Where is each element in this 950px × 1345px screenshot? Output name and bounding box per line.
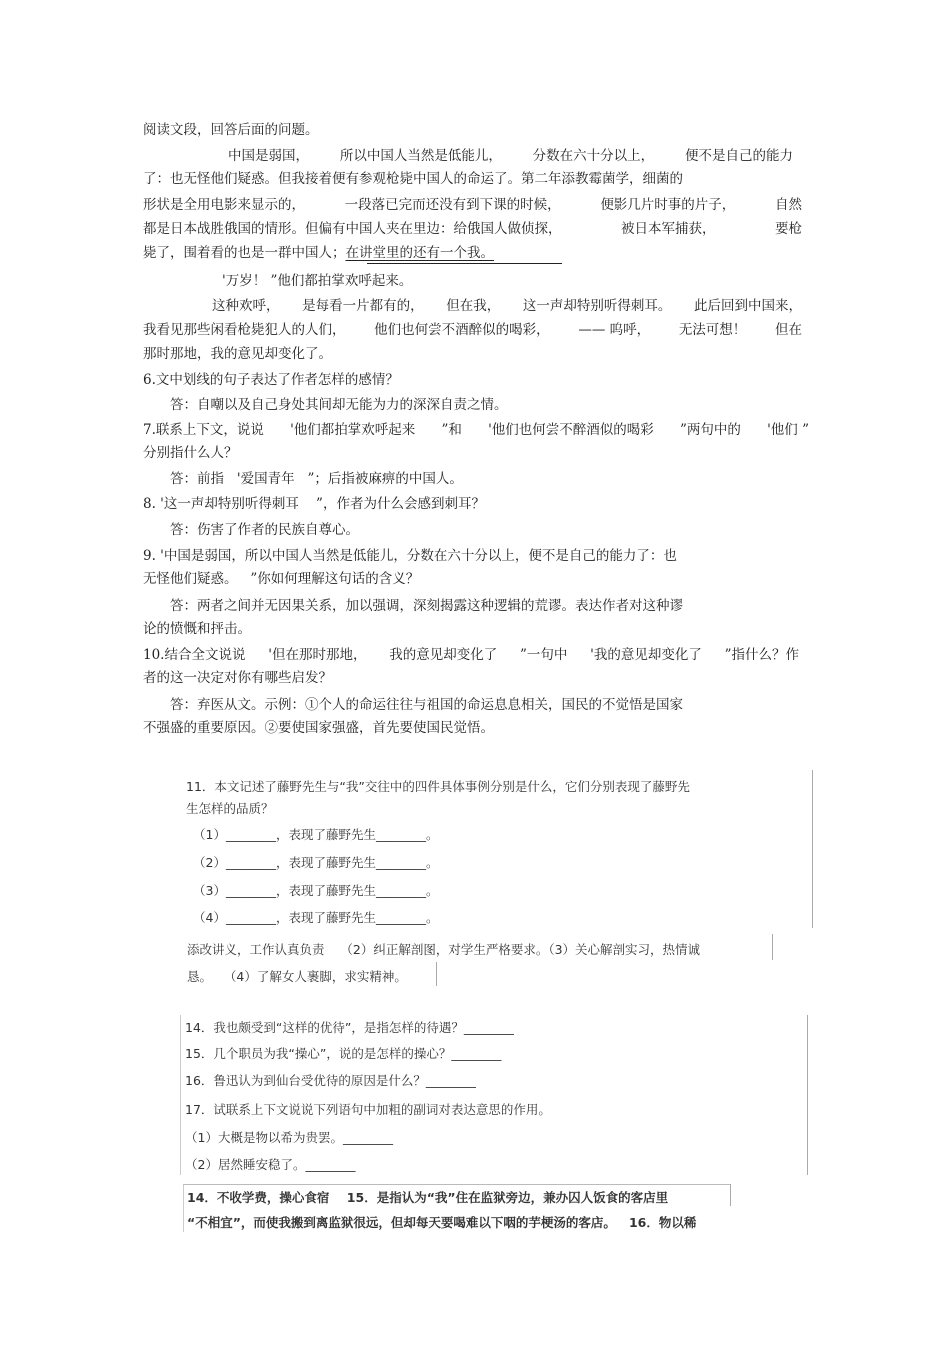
text-span: 被日本军捕获，	[621, 221, 716, 237]
passage-line	[228, 147, 793, 165]
passage-line	[143, 196, 802, 214]
question-11-cont: 生怎样的品质？	[186, 801, 274, 816]
answer-6: 答：自嘲以及自己身处其间却无能为力的深深自责之情。	[170, 397, 508, 413]
text-span: 分数在六十分以上，	[532, 148, 655, 164]
scanned-questions-14-17	[180, 1015, 808, 1175]
scanned-answers-11	[183, 934, 773, 986]
question-9-cont: 无怪他们疑惑。 ”你如何理解这句话的含义？	[143, 571, 420, 587]
scan-edge	[772, 934, 773, 960]
question-17-item: （1）大概是物以希为贵罢。________	[185, 1130, 393, 1145]
scan-edge	[812, 770, 813, 928]
passage-line	[212, 297, 802, 315]
text-span: 便影几片时事的片子，	[600, 197, 736, 213]
text-span: ”两句中的	[679, 422, 741, 438]
intro-instruction: 阅读文段，回答后面的问题。	[143, 122, 319, 138]
text-span: 无法可想！	[678, 322, 747, 338]
question-17: 17．试联系上下文说说下列语句中加粗的副词对表达意思的作用。	[185, 1102, 551, 1117]
text-span: 此后回到中国来，	[694, 298, 802, 314]
blank-item: （1）________，表现了藤野先生________。	[193, 827, 439, 842]
passage-line	[143, 321, 802, 339]
passage-line: 了：也无怪他们疑惑。但我接着便有参观枪毙中国人的命运了。第二年添教霉菌学，细菌的	[143, 171, 683, 187]
passage-line	[143, 220, 802, 238]
text-span: '他们都拍掌欢呼起来	[290, 422, 416, 438]
scan-edge	[807, 1015, 808, 1175]
text-span: 10.结合全文说说	[143, 647, 246, 663]
passage-line: '万岁！ ”他们都拍掌欢呼起来。	[222, 273, 413, 289]
text-span: 形状是全用电影来显示的，	[143, 197, 305, 213]
text-span: 中国是弱国，	[228, 148, 309, 164]
text-span: 但在	[774, 322, 802, 338]
text-span: 便不是自己的能力	[684, 148, 793, 164]
text-span: 但在我，	[446, 298, 501, 314]
blank-item: （3）________，表现了藤野先生________。	[193, 883, 439, 898]
text-span: 都是日本战胜俄国的情形。但偏有中国人夹在里边：给俄国人做侦探，	[143, 221, 562, 237]
answer-10-cont: 不强盛的重要原因。②要使国家强盛，首先要使国民觉悟。	[143, 720, 494, 736]
passage-line	[143, 244, 494, 262]
scanned-answers-14-16	[183, 1184, 775, 1232]
answer-8: 答：伤害了作者的民族自尊心。	[170, 522, 359, 538]
text-span: '但在那时那地，	[268, 647, 367, 663]
scan-edge	[180, 1015, 181, 1175]
scanned-questions-11	[183, 770, 813, 928]
question-7	[143, 421, 809, 439]
question-14: 14．我也颇受到“这样的优待”，是指怎样的待遇？________	[185, 1020, 514, 1035]
text-span: 我的意见却变化了	[389, 647, 498, 663]
question-10	[143, 646, 799, 664]
question-10-cont: 者的这一决定对你有哪些启发？	[143, 670, 332, 686]
text-span: —— 呜呼，	[578, 322, 651, 338]
text-span: 所以中国人当然是低能儿，	[339, 148, 502, 164]
answer-7: 答：前指 '爱国青年 ”；后指被麻痹的中国人。	[170, 471, 463, 487]
text-span: 是每看一片都有的，	[302, 298, 424, 314]
scan-edge	[183, 1184, 731, 1185]
scan-edge	[436, 962, 437, 986]
answer-9: 答：两者之间并无因果关系，加以强调，深刻揭露这种逻辑的荒谬。表达作者对这种谬	[170, 598, 683, 614]
question-6: 6.文中划线的句子表达了作者怎样的感情？	[143, 372, 399, 388]
text-span: '他们 ”	[767, 422, 809, 438]
scan-edge	[183, 1184, 184, 1232]
passage-line: 那时那地，我的意见却变化了。	[143, 346, 332, 362]
text-span: 7.联系上下文，说说	[143, 422, 264, 438]
answer-11-cont: 恳。 （4）了解女人裹脚，求实精神。	[187, 969, 407, 984]
blank-item: （4）________，表现了藤野先生________。	[193, 910, 439, 925]
text-span: ”一句中	[519, 647, 568, 663]
question-9: 9. '中国是弱国，所以中国人当然是低能儿，分数在六十分以上，便不是自己的能力了：也	[143, 548, 677, 564]
text-span: '他们也何尝不醉酒似的喝彩	[488, 422, 654, 438]
question-8: 8. '这一声却特别听得刺耳 ”，作者为什么会感到刺耳？	[143, 496, 485, 512]
underline-rule	[367, 263, 562, 264]
text-span: 我看见那些闲看枪毙犯人的人们，	[143, 322, 346, 338]
text-span: 这一声却特别听得刺耳。	[522, 298, 672, 314]
question-11: 11．本文记述了藤野先生与“我”交往中的四件具体事例分别是什么，它们分别表现了藤野先	[186, 779, 690, 794]
answer-14-15: 14．不收学费，操心食宿 15．是指认为“我”住在监狱旁边，兼办囚人饭食的客店里	[187, 1190, 669, 1205]
text-span: 一段落已完而还没有到下课的时候，	[344, 197, 561, 213]
question-16: 16．鲁迅认为到仙台受优待的原因是什么？________	[185, 1073, 476, 1088]
answer-9-cont: 论的愤慨和抨击。	[143, 621, 251, 637]
text-span: 毙了，围着看的也是一群中国人；	[143, 245, 346, 261]
blank-item: （2）________，表现了藤野先生________。	[193, 855, 439, 870]
text-span: '我的意见却变化了	[590, 647, 702, 663]
text-span: 这种欢呼，	[212, 298, 280, 314]
underlined-sentence: 在讲堂里的还有一个我。	[345, 245, 494, 261]
answer-11: 添改讲义，工作认真负责 （2）纠正解剖图，对学生严格要求。（3）关心解剖实习，热情诚	[187, 942, 701, 957]
scan-edge	[730, 1184, 731, 1206]
text-span: 自然	[774, 197, 802, 213]
text-span: ”指什么？作	[724, 647, 799, 663]
question-7-cont: 分别指什么人？	[143, 445, 238, 461]
question-15: 15．几个职员为我“操心”，说的是怎样的操心？________	[185, 1046, 502, 1061]
question-17-item: （2）居然睡安稳了。________	[185, 1157, 356, 1172]
text-span: 要枪	[775, 221, 802, 237]
text-span: ”和	[441, 422, 462, 438]
answer-10: 答：弃医从文。示例：①个人的命运往往与祖国的命运息息相关，国民的不觉悟是国家	[170, 697, 683, 713]
text-span: 他们也何尝不酒醉似的喝彩，	[374, 322, 550, 338]
answer-15-16: “不相宜”，而使我搬到离监狱很远，但却每天要喝难以下咽的芋梗汤的客店。 16．物以稀	[187, 1215, 697, 1230]
